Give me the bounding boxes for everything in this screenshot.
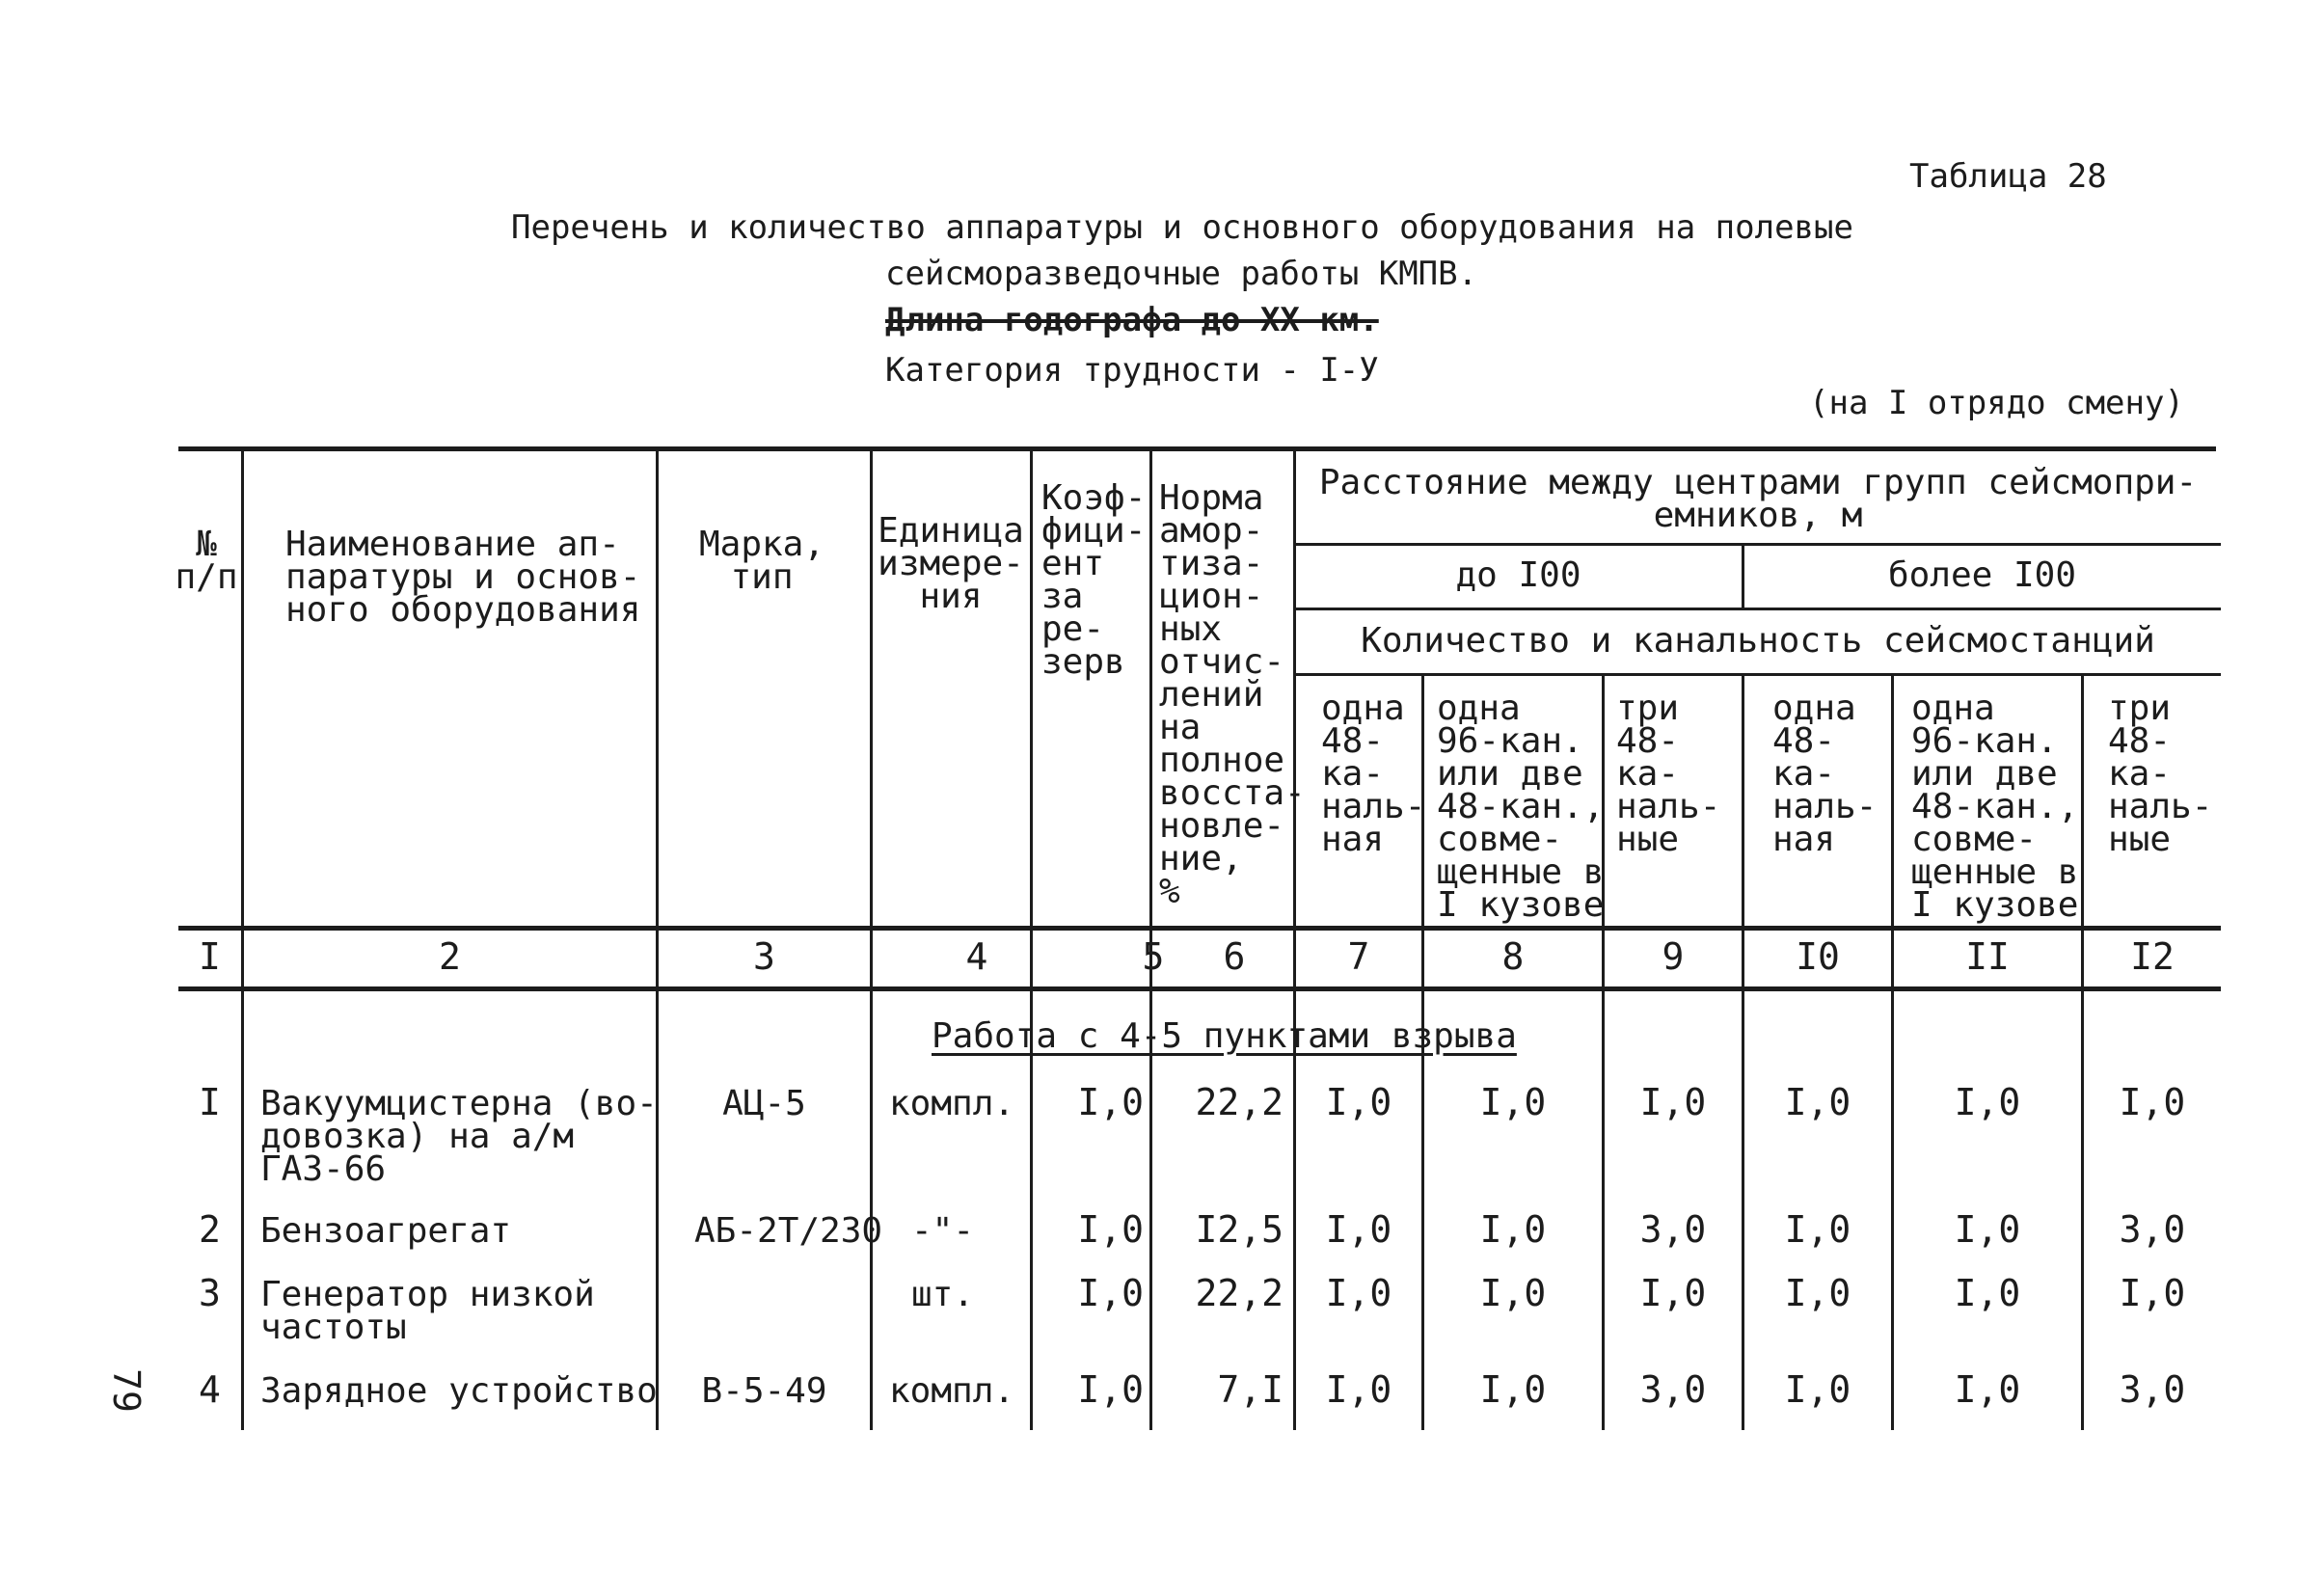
row-number: 2 xyxy=(199,1208,221,1251)
col-num-5: 5 xyxy=(1142,935,1165,978)
col-num-12: I2 xyxy=(2130,935,2175,978)
row-norm: 7,I xyxy=(1217,1368,1284,1411)
row-c9: 3,0 xyxy=(1639,1208,1707,1251)
row-norm: 22,2 xyxy=(1195,1081,1284,1123)
row-c11: I,0 xyxy=(1954,1208,2021,1251)
col-num-8: 8 xyxy=(1501,935,1525,978)
table-label: Таблица 28 xyxy=(1909,157,2107,196)
header-unit: Единица измере- ния xyxy=(878,511,1024,616)
section-title: Работа с 4-5 пунктами взрыва xyxy=(932,1016,1517,1056)
row-c8: I,0 xyxy=(1479,1272,1547,1314)
row-c12: 3,0 xyxy=(2119,1368,2186,1411)
row-c9: I,0 xyxy=(1639,1272,1707,1314)
row-reserve: I,0 xyxy=(1077,1208,1144,1251)
shift-note: (на I отрядо смену) xyxy=(1809,384,2184,422)
row-c7: I,0 xyxy=(1325,1368,1392,1411)
col-num-11: II xyxy=(1965,935,2010,978)
row-c8: I,0 xyxy=(1479,1368,1547,1411)
row-c12: 3,0 xyxy=(2119,1208,2186,1251)
col-num-4: 4 xyxy=(965,935,988,978)
header-c7: одна 48- ка- наль- ная xyxy=(1321,689,1426,859)
title-line-3-struck: Длина годографа до XX км. xyxy=(885,301,1379,339)
row-mark: В-5-49 xyxy=(701,1371,827,1411)
row-c10: I,0 xyxy=(1784,1081,1851,1123)
title-line-1: Перечень и количество аппаратуры и основного оборудования на полевые xyxy=(511,208,1853,247)
row-c10: I,0 xyxy=(1784,1368,1851,1411)
header-c8: одна 96-кан. или две 48-кан., совме- щенные в I кузове xyxy=(1437,689,1605,925)
row-norm: 22,2 xyxy=(1195,1272,1284,1314)
header-reserve-coef: Коэф- фици- ент за ре- зерв xyxy=(1041,478,1147,682)
row-number: 3 xyxy=(199,1272,221,1314)
row-number: I xyxy=(199,1081,221,1123)
col-num-2: 2 xyxy=(439,935,461,978)
col-num-3: 3 xyxy=(753,935,775,978)
col-num-10: I0 xyxy=(1796,935,1840,978)
row-c10: I,0 xyxy=(1784,1272,1851,1314)
row-unit: шт. xyxy=(911,1275,975,1314)
col-num-6: 6 xyxy=(1223,935,1246,978)
row-c7: I,0 xyxy=(1325,1081,1392,1123)
header-amortization-norm: Норма амор- тиза- цион- ных отчис- лений на полное восста- новле- ние, % xyxy=(1159,478,1306,911)
row-unit: компл. xyxy=(889,1084,1015,1123)
row-c11: I,0 xyxy=(1954,1368,2021,1411)
row-c11: I,0 xyxy=(1954,1272,2021,1314)
row-norm: I2,5 xyxy=(1195,1208,1284,1251)
header-name: Наименование ап- паратуры и основ- ного оборудования xyxy=(285,525,641,630)
row-unit: -"- xyxy=(911,1211,975,1251)
header-stations: Количество и канальность сейсмостанций xyxy=(1361,621,2155,661)
title-line-4: Категория трудности - I-У xyxy=(885,351,1379,390)
row-c11: I,0 xyxy=(1954,1081,2021,1123)
row-c12: I,0 xyxy=(2119,1272,2186,1314)
row-c8: I,0 xyxy=(1479,1081,1547,1123)
title-line-2: сейсморазведочные работы КМПВ. xyxy=(885,255,1478,293)
col-num-9: 9 xyxy=(1662,935,1685,978)
row-number: 4 xyxy=(199,1368,221,1411)
row-name: Бензоагрегат xyxy=(260,1211,512,1251)
header-over-100: более I00 xyxy=(1887,555,2077,595)
row-mark: АБ-2Т/230 xyxy=(694,1211,883,1251)
row-c9: 3,0 xyxy=(1639,1368,1707,1411)
row-c10: I,0 xyxy=(1784,1208,1851,1251)
row-mark: АЦ-5 xyxy=(722,1084,806,1123)
row-reserve: I,0 xyxy=(1077,1368,1144,1411)
row-reserve: I,0 xyxy=(1077,1081,1144,1123)
row-c12: I,0 xyxy=(2119,1081,2186,1123)
header-c11: одна 96-кан. или две 48-кан., совме- щенные в I кузове xyxy=(1911,689,2079,925)
row-unit: компл. xyxy=(889,1371,1015,1411)
row-name: Вакуумцистерна (во- довозка) на а/м ГАЗ-66 xyxy=(260,1084,658,1189)
header-mark: Марка, тип xyxy=(698,525,825,597)
header-c10: одна 48- ка- наль- ная xyxy=(1772,689,1878,859)
header-number: № п/п xyxy=(175,525,238,597)
row-c7: I,0 xyxy=(1325,1208,1392,1251)
page-number: 79 xyxy=(104,1368,148,1413)
header-upto-100: до I00 xyxy=(1455,555,1581,595)
row-name: Зарядное устройство xyxy=(260,1371,658,1411)
col-num-7: 7 xyxy=(1347,935,1370,978)
header-c9: три 48- ка- наль- ные xyxy=(1616,689,1721,859)
header-distance: Расстояние между центрами групп сейсмопри- емников, м xyxy=(1318,463,2198,535)
row-reserve: I,0 xyxy=(1077,1272,1144,1314)
row-c7: I,0 xyxy=(1325,1272,1392,1314)
row-c8: I,0 xyxy=(1479,1208,1547,1251)
row-name: Генератор низкой частоты xyxy=(260,1275,595,1347)
header-c12: три 48- ка- наль- ные xyxy=(2108,689,2213,859)
col-num-1: I xyxy=(199,935,221,978)
row-c9: I,0 xyxy=(1639,1081,1707,1123)
